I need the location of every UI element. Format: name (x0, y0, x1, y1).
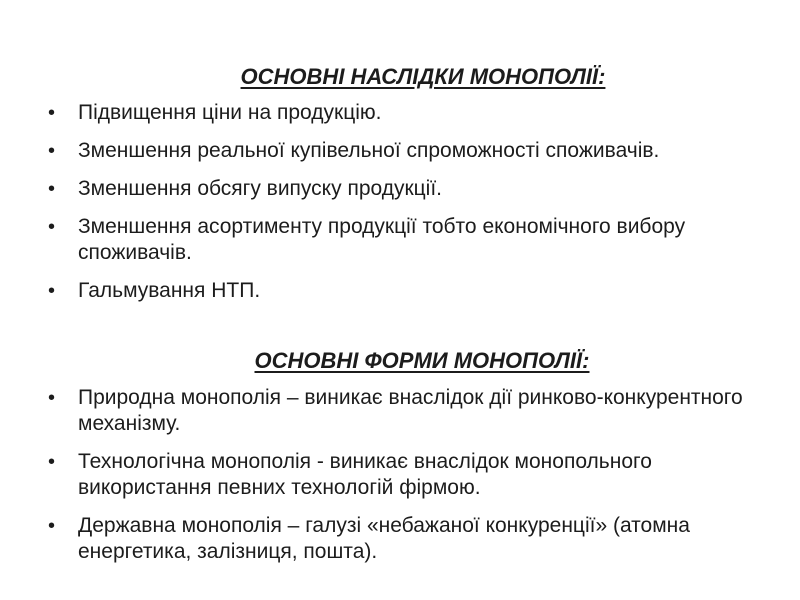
form-item: • Технологічна монополія - виникає внаслідок монопольного використання певних технологій фірмою. (0, 449, 778, 501)
consequence-item: • Зменшення асортименту продукції тобто економічного вибору споживачів. (0, 214, 778, 266)
consequence-item: • Зменшення реальної купівельної спроможності споживачів. (0, 138, 778, 164)
consequence-item: • Гальмування НТП. (0, 278, 778, 304)
forms-list (0, 385, 778, 577)
heading-consequences: ОСНОВНІ НАСЛІДКИ МОНОПОЛІЇ: (240, 64, 606, 89)
form-item: • Державна монополія – галузі «небажаної конкуренції» (атомна енергетика, залізниця, пошта). (0, 513, 778, 565)
heading-forms: ОСНОВНІ ФОРМИ МОНОПОЛІЇ: (254, 348, 590, 373)
consequence-item: • Зменшення обсягу випуску продукції. (0, 176, 778, 202)
consequences-list (0, 100, 778, 316)
consequence-item: • Підвищення ціни на продукцію. (0, 100, 778, 126)
form-item: • Природна монополія – виникає внаслідок дії ринково-конкурентного механізму. (0, 385, 778, 437)
